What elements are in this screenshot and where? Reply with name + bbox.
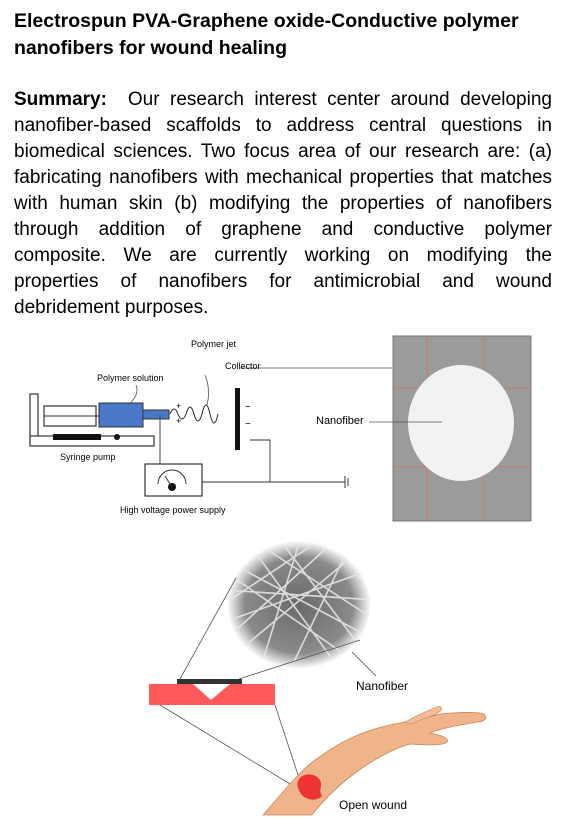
svg-text:+: + [176, 416, 182, 426]
document-title: Electrospun PVA-Graphene oxide-Conductive polymer nanofibers for wound healing [14, 10, 519, 59]
nanofiber-micrograph [225, 540, 375, 670]
label-polymer-jet: Polymer jet [191, 339, 237, 349]
label-nanofiber-wound: Nanofiber [356, 679, 409, 693]
svg-text:−: − [245, 419, 251, 430]
svg-text:−: − [245, 402, 251, 413]
summary-text: Our research interest center around developing nanofiber-based scaffolds to address central questions in biomedical sciences. Two focus area of our research are: (a) fabricating nanofibers with mechanical properties that matches with human skin (b) modifying the properties of nanofibers through addition of graphene and conductive polymer composite. We are currently working on modifying the properties of nanofibers for antimicrobial and wound debridement purposes. [14, 89, 552, 318]
label-high-voltage: High voltage power supply [120, 505, 226, 515]
svg-text:+: + [176, 401, 182, 411]
label-polymer-solution: Polymer solution [97, 373, 164, 383]
summary-label: Summary: [14, 89, 107, 110]
label-collector: Collector [225, 361, 261, 371]
label-open-wound: Open wound [339, 798, 408, 812]
skin-cross-section [149, 679, 275, 705]
label-syringe-pump: Syringe pump [60, 452, 116, 462]
label-nanofiber-sample: Nanofiber [316, 415, 364, 427]
